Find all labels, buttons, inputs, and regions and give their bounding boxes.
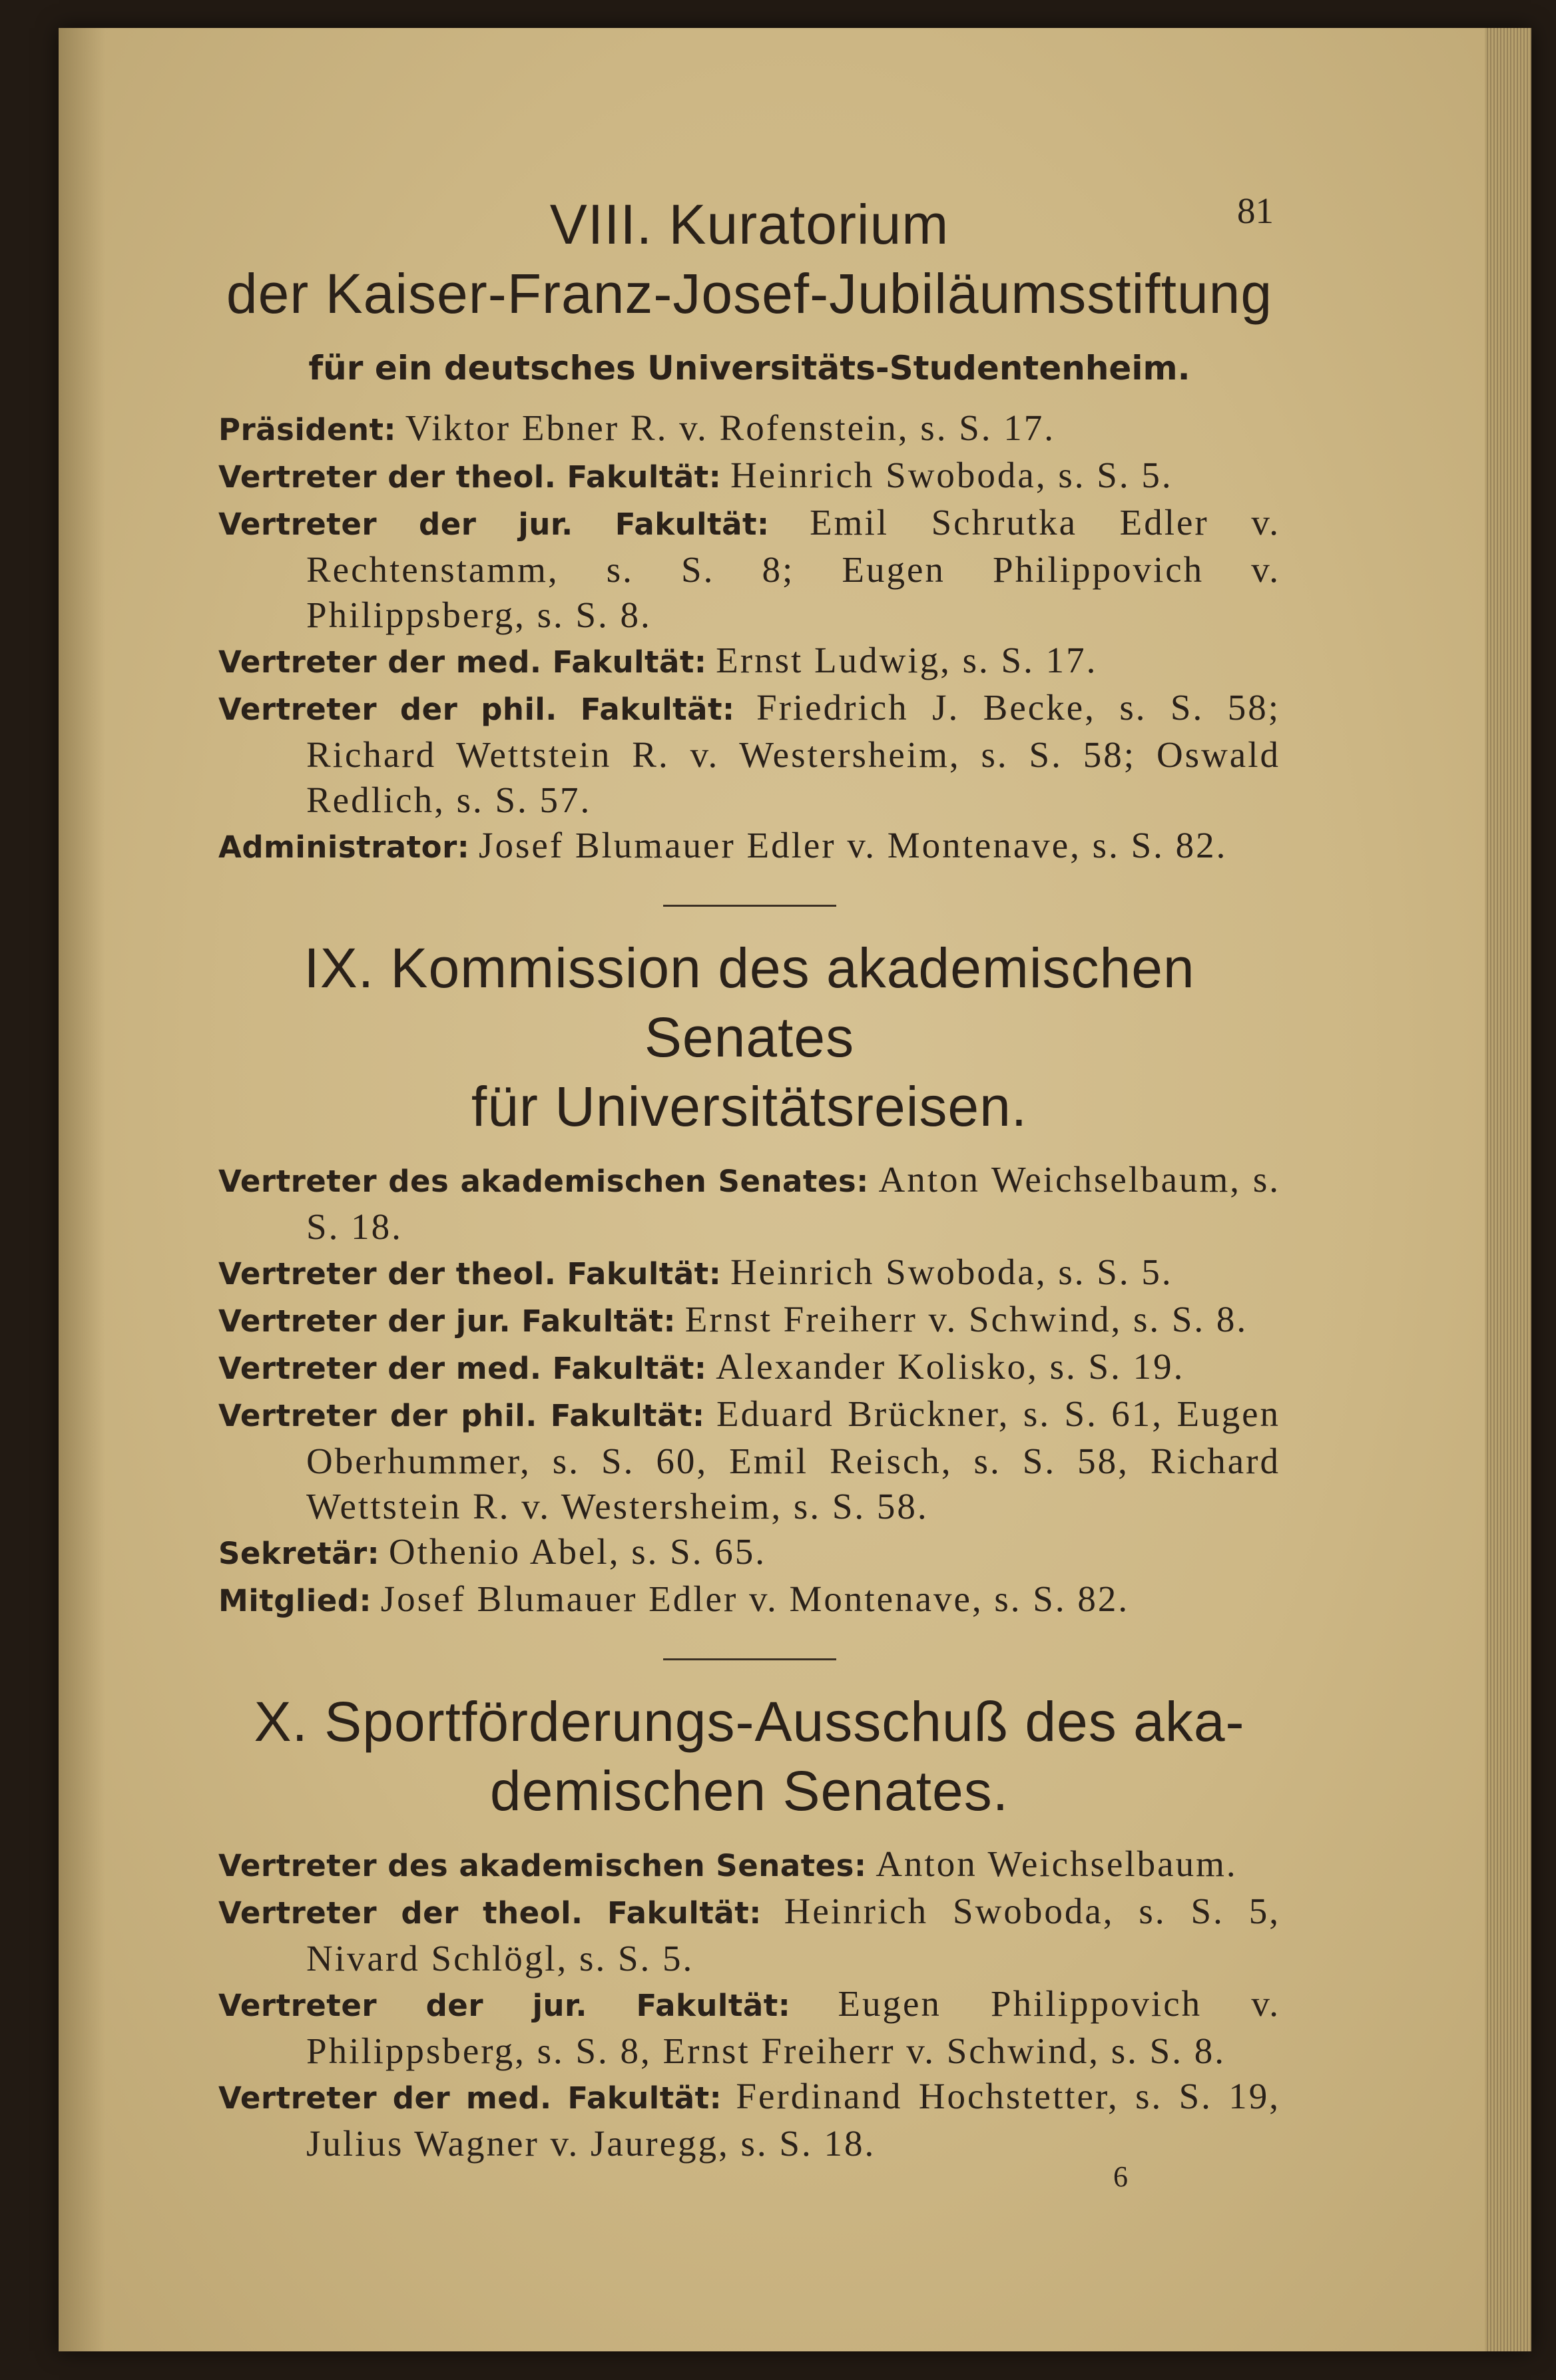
section-title-line: VIII. Kuratorium <box>549 193 949 256</box>
section-divider <box>663 905 836 907</box>
entry <box>218 638 1280 685</box>
entry-text: Anton Weichselbaum. <box>876 1843 1238 1884</box>
entry-role: Sekretär: <box>218 1536 380 1571</box>
entry-role: Vertreter der med. Fakultät: <box>218 1351 707 1386</box>
entry-text: Alexander Kolisko, s. S. 19. <box>716 1346 1185 1387</box>
entry-role: Vertreter der med. Fakultät: <box>218 2080 722 2116</box>
page-content <box>218 176 1280 2166</box>
entry <box>218 1250 1280 1297</box>
entry <box>218 1576 1280 1624</box>
entry <box>218 500 1280 638</box>
entry <box>218 453 1280 500</box>
entry-role: Mitglied: <box>218 1583 372 1618</box>
entry <box>218 1529 1280 1576</box>
entry-role: Vertreter der theol. Fakultät: <box>218 1256 722 1292</box>
section-x <box>218 1687 1280 2166</box>
entry-role: Vertreter der theol. Fakultät: <box>218 1895 762 1931</box>
entry-text: Ernst Freiherr v. Schwind, s. S. 8. <box>684 1299 1248 1339</box>
entry-text: Heinrich Swoboda, s. S. 5. <box>730 1252 1173 1292</box>
entry-text: Ernst Ludwig, s. S. 17. <box>716 640 1098 680</box>
section-ix <box>218 933 1280 1624</box>
entry-role: Vertreter des akademischen Senates: <box>218 1164 869 1199</box>
section-title-line: IX. Kommission des akademischen Senates <box>304 937 1195 1069</box>
page-number: 81 <box>1237 190 1274 231</box>
entry <box>218 1157 1280 1250</box>
entry <box>218 1391 1280 1529</box>
entry-text: Viktor Ebner R. v. Rofenstein, s. S. 17. <box>405 407 1056 448</box>
entry-text: Eduard Brückner, s. S. 61, Eugen Oberhummer, s. S. 60, Emil Reisch, s. S. 58, Richard Wettstein R. v. Westersheim, s. S. 58. <box>306 1393 1281 1527</box>
section-title-line: X. Sportförderungs-Ausschuß des aka- <box>254 1690 1245 1753</box>
entry <box>218 1889 1280 1981</box>
section-title <box>218 1687 1280 1825</box>
entry-role: Vertreter des akademischen Senates: <box>218 1848 867 1883</box>
entry-text: Heinrich Swoboda, s. S. 5, Nivard Schlögl, s. S. 5. <box>306 1891 1281 1979</box>
signature-mark: 6 <box>1113 2160 1128 2193</box>
entry-role: Vertreter der phil. Fakultät: <box>218 692 735 727</box>
section-title-line: der Kaiser-Franz-Josef-Jubiläumsstiftung <box>226 262 1273 325</box>
entry <box>218 1981 1280 2074</box>
page-edges <box>1485 28 1531 2351</box>
entry-text: Friedrich J. Becke, s. S. 58; Richard Wettstein R. v. Westersheim, s. S. 58; Oswald Redlich, s. S. 57. <box>306 687 1281 820</box>
entry-role: Vertreter der jur. Fakultät: <box>218 1988 791 2023</box>
entry-text: Anton Weichselbaum, s. S. 18. <box>306 1159 1281 1247</box>
entry-text: Josef Blumauer Edler v. Montenave, s. S. 82. <box>380 1578 1130 1619</box>
entry-role: Präsident: <box>218 412 397 447</box>
entry-text: Josef Blumauer Edler v. Montenave, s. S. 82. <box>479 825 1228 865</box>
section-divider <box>663 1658 836 1660</box>
entry-role: Vertreter der theol. Fakultät: <box>218 459 722 495</box>
section-title-line: demischen Senates. <box>489 1760 1009 1822</box>
page-gutter-shadow <box>59 28 105 2351</box>
entry-role: Vertreter der jur. Fakultät: <box>218 1304 676 1339</box>
entry <box>218 1297 1280 1344</box>
entry <box>218 1344 1280 1391</box>
entry-role: Vertreter der med. Fakultät: <box>218 644 707 680</box>
section-title <box>218 933 1280 1141</box>
entry <box>218 405 1280 453</box>
entry-role: Vertreter der phil. Fakultät: <box>218 1398 705 1433</box>
entry-text: Ferdinand Hochstetter, s. S. 19, Julius Wagner v. Jauregg, s. S. 18. <box>306 2076 1280 2164</box>
entry <box>218 823 1280 870</box>
section-subtitle: für ein deutsches Universitäts-Studentenheim. <box>308 349 1190 387</box>
entry-role: Administrator: <box>218 830 470 865</box>
section-viii <box>218 190 1280 870</box>
entry-text: Othenio Abel, s. S. 65. <box>388 1531 766 1572</box>
entry-text: Emil Schrutka Edler v. Rechtenstamm, s. S. 8; Eugen Philippovich v. Philippsberg, s. S. 8. <box>306 502 1280 635</box>
entry-role: Vertreter der jur. Fakultät: <box>218 507 770 542</box>
section-title-line: für Universitätsreisen. <box>471 1075 1028 1138</box>
entry <box>218 685 1280 823</box>
entry <box>218 2074 1280 2166</box>
section-title <box>218 190 1280 328</box>
entry-text: Eugen Philippovich v. Philippsberg, s. S. 8, Ernst Freiherr v. Schwind, s. S. 8. <box>306 1983 1281 2071</box>
entry <box>218 1841 1280 1889</box>
entry-text: Heinrich Swoboda, s. S. 5. <box>730 455 1173 495</box>
